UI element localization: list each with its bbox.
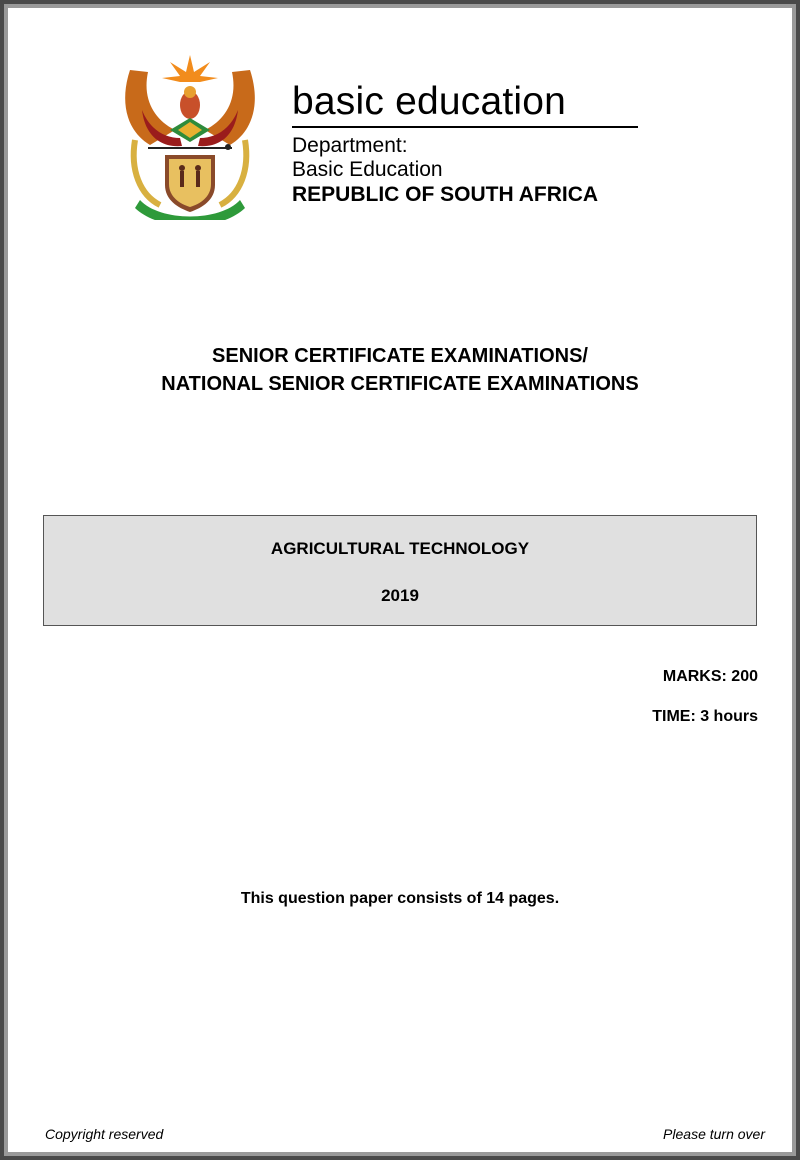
coat-of-arms-icon bbox=[120, 50, 260, 220]
brand-block bbox=[292, 80, 642, 208]
brand-divider bbox=[292, 126, 638, 128]
exam-title-line1: SENIOR CERTIFICATE EXAMINATIONS/ bbox=[212, 345, 588, 367]
department-name: Basic Education bbox=[292, 158, 443, 181]
subject-box bbox=[43, 515, 757, 626]
department-label: Department: bbox=[292, 134, 408, 157]
country-name: REPUBLIC OF SOUTH AFRICA bbox=[292, 183, 599, 206]
exam-title bbox=[0, 342, 800, 398]
brand-title: basic education bbox=[292, 80, 567, 123]
footer-turn-over: Please turn over bbox=[663, 1126, 765, 1142]
subject-name: AGRICULTURAL TECHNOLOGY bbox=[270, 539, 530, 558]
page-count-note: This question paper consists of 14 pages. bbox=[240, 890, 560, 907]
time-label: TIME: 3 hours bbox=[652, 708, 758, 725]
exam-title-line2: NATIONAL SENIOR CERTIFICATE EXAMINATIONS bbox=[161, 373, 639, 395]
footer-copyright: Copyright reserved bbox=[45, 1126, 164, 1142]
marks-label: MARKS: 200 bbox=[662, 668, 758, 685]
subject-year: 2019 bbox=[381, 586, 419, 605]
